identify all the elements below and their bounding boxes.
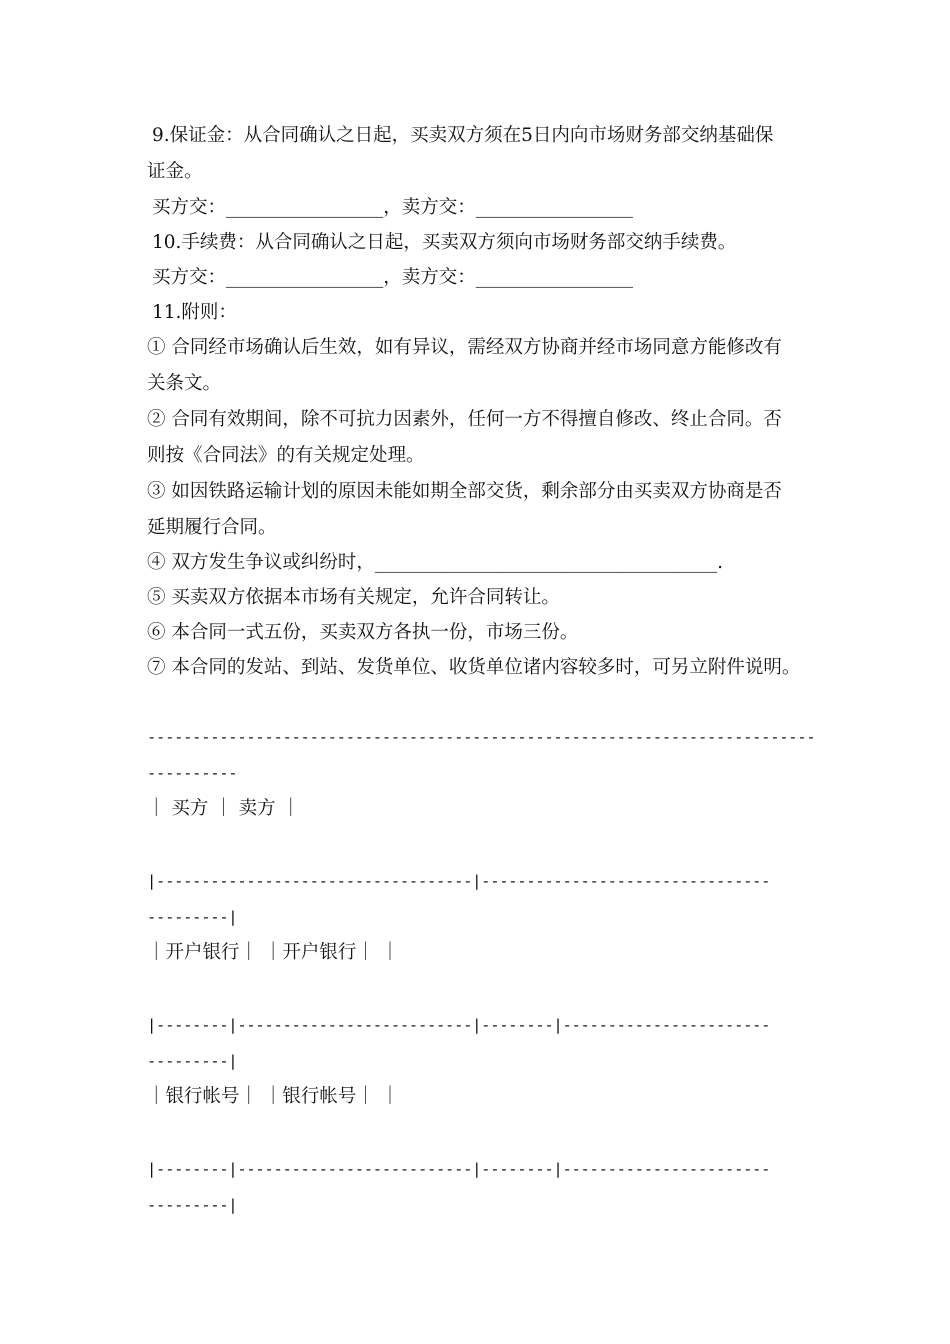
table-rule-1a: |-----------------------------------|-------------------------------- (147, 872, 771, 890)
clause-fee: 10.手续费：从合同确认之日起，买卖双方须向市场财务部交纳手续费。 (152, 232, 737, 253)
annex-item-6: ⑥ 本合同一式五份，买卖双方各执一份，市场三份。 (147, 622, 579, 643)
annex-item-1-line2: 关条文。 (147, 373, 222, 394)
annex-item-1-line1: ① 合同经市场确认后生效，如有异议，需经双方协商并经市场同意方能修改有 (147, 337, 782, 358)
table-account-row: ｜银行帐号｜ ｜银行帐号｜ ｜ (147, 1086, 400, 1107)
annex-item-3-line2: 延期履行合同。 (147, 517, 277, 538)
table-top-rule-1: -------------------------------------------------------------------------- (147, 728, 816, 746)
annex-item-2-line2: 则按《合同法》的有关规定处理。 (147, 445, 425, 466)
annex-item-7: ⑦ 本合同的发站、到站、发货单位、收货单位诸内容较多时，可另立附件说明。 (147, 657, 801, 678)
annex-item-2-line1: ② 合同有效期间，除不可抗力因素外，任何一方不得擅自修改、终止合同。否 (147, 409, 782, 430)
annex-item-4: ④ 双方发生争议或纠纷时，_____________________________________. (147, 552, 724, 573)
table-rule-3b: ---------| (147, 1196, 238, 1214)
annex-item-5: ⑤ 买卖双方依据本市场有关规定，允许合同转让。 (147, 587, 560, 608)
table-header-row: ｜ 买方 ｜ 卖方 ｜ (147, 798, 301, 819)
table-rule-1b: ---------| (147, 908, 238, 926)
fee-amounts: 买方交：_________________，卖方交：_________________ (152, 267, 634, 288)
table-rule-2b: ---------| (147, 1052, 238, 1070)
clause-deposit-line2: 证金。 (147, 161, 203, 182)
table-rule-2a: |--------|--------------------------|--------|----------------------- (147, 1016, 771, 1034)
clause-deposit-line1: 9.保证金：从合同确认之日起，买卖双方须在5日内向市场财务部交纳基础保 (152, 125, 774, 146)
annex-heading: 11.附则： (152, 302, 237, 323)
table-bank-row: ｜开户银行｜ ｜开户银行｜ ｜ (147, 942, 400, 963)
annex-item-3-line1: ③ 如因铁路运输计划的原因未能如期全部交货，剩余部分由买卖双方协商是否 (147, 481, 782, 502)
deposit-amounts: 买方交：_________________，卖方交：_________________ (152, 197, 634, 218)
table-rule-3a: |--------|--------------------------|--------|----------------------- (147, 1160, 771, 1178)
table-top-rule-2: ---------- (147, 764, 238, 782)
